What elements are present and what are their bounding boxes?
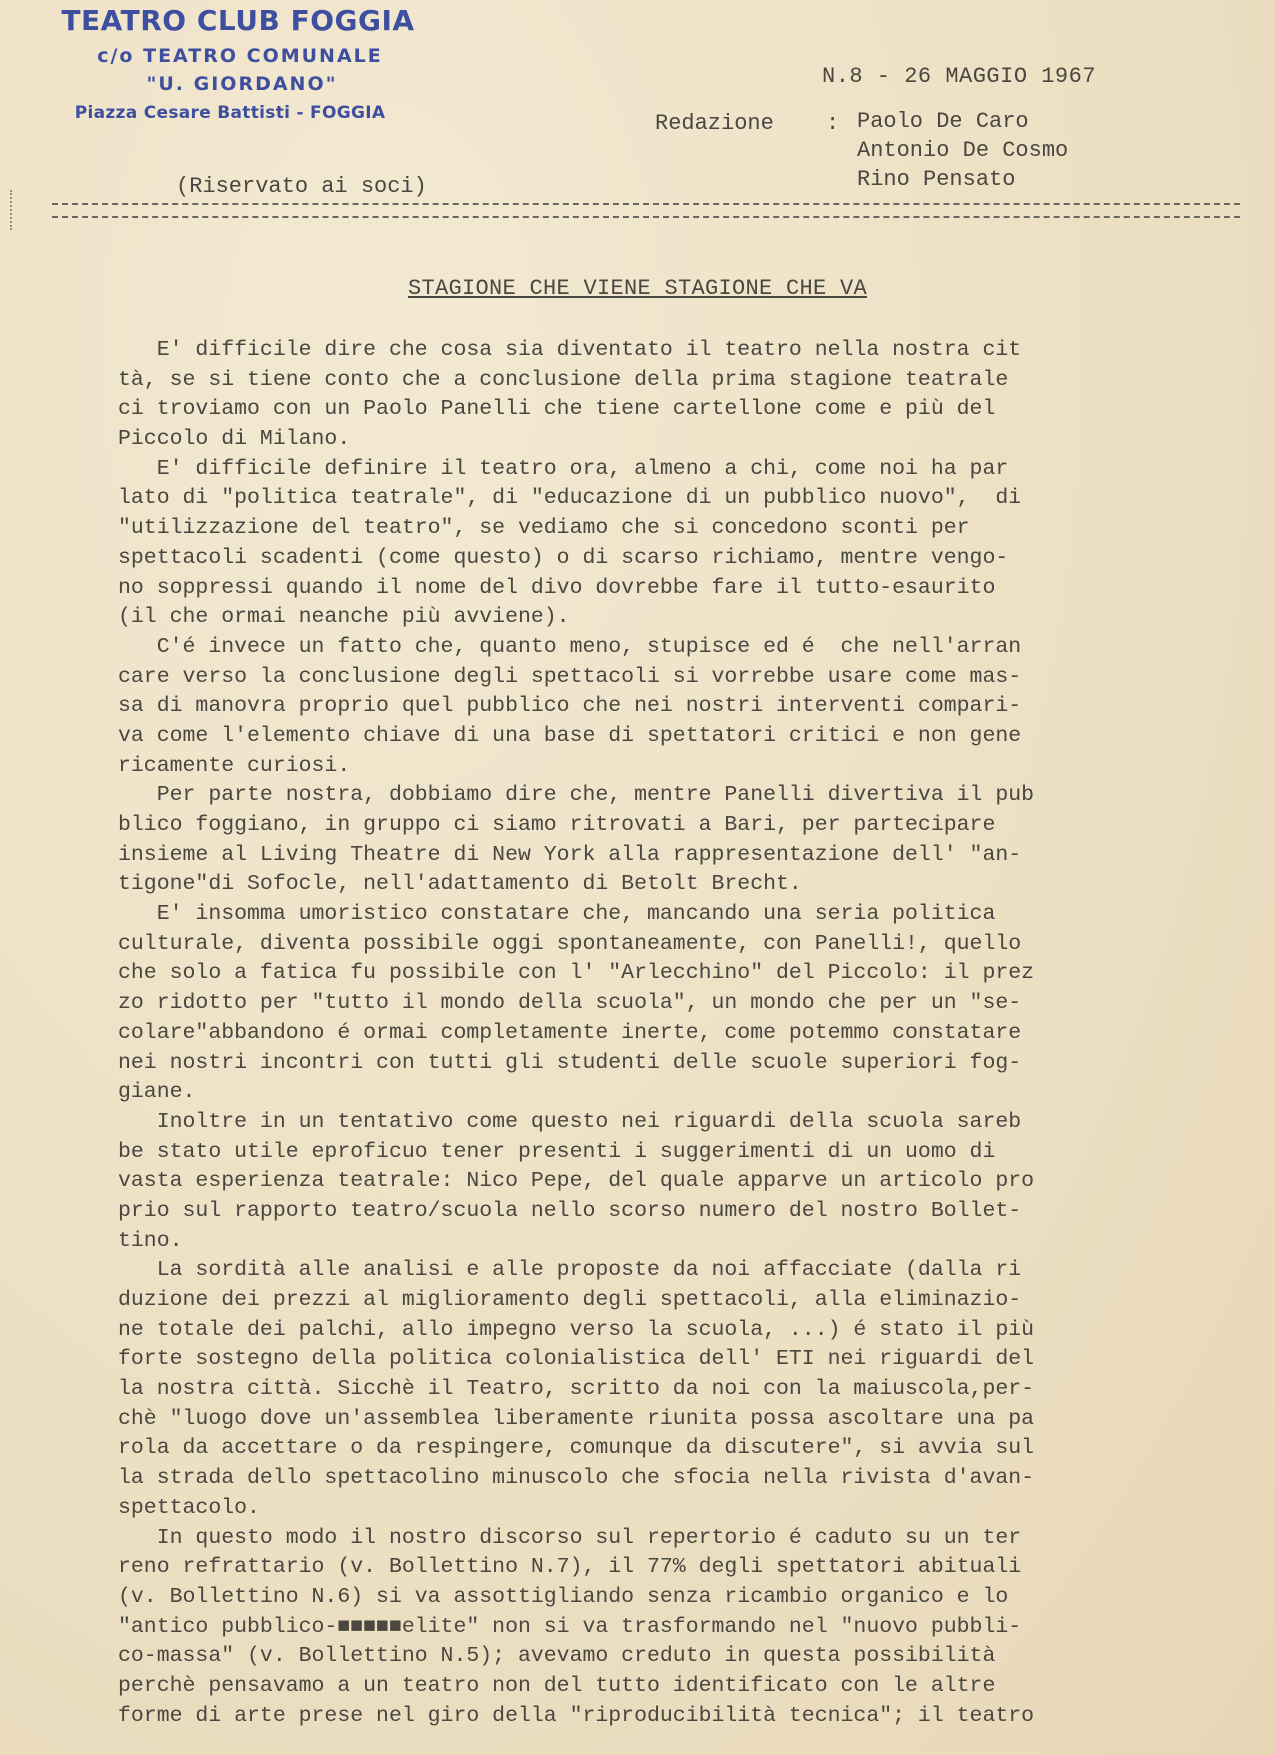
article-line: "antico pubblico-■■■■■elite" non si va trasformando nel "nuovo pubbli- <box>118 1614 1022 1639</box>
org-name: TEATRO CLUB FOGGIA <box>61 4 415 37</box>
issue-number-date: N.8 - 26 MAGGIO 1967 <box>822 64 1097 89</box>
article-line: "utilizzazione del teatro", se vediamo che si concedono sconti per <box>118 516 970 541</box>
article-line: prio sul rapporto teatro/scuola nello scorso numero del nostro Bollet- <box>118 1198 1022 1223</box>
article-line: duzione dei prezzi al miglioramento degli spettacoli, alla eliminazio- <box>118 1288 1022 1312</box>
article-line: la strada dello spettacolino minuscolo che sfocia nella rivista d'avan- <box>118 1466 1035 1491</box>
article-line: spettacolo. <box>118 1495 260 1520</box>
article-line: be stato utile eproficuo tener presenti i suggerimenti di un uomo di <box>118 1139 996 1164</box>
article-line: culturale, diventa possibile oggi spontaneamente, con Panelli!, quello <box>118 931 1022 956</box>
article-line: vasta esperienza teatrale: Nico Pepe, del quale apparve un articolo pro <box>118 1169 1035 1194</box>
article-line: Per parte nostra, dobbiamo dire che, mentre Panelli divertiva il pub <box>118 783 1035 808</box>
editors-list <box>857 107 1068 194</box>
editor-name: Paolo De Caro <box>857 109 1029 134</box>
theatre-name: "U. GIORDANO" <box>146 73 338 95</box>
article-line: sa di manovra proprio quel pubblico che nei nostri interventi compari- <box>118 694 1022 719</box>
article-line: giane. <box>118 1080 196 1105</box>
article-line: va come l'elemento chiave di una base di spettatori critici e non gene <box>118 723 1022 748</box>
article-line: E' difficile definire il teatro ora, almeno a chi, come noi ha par <box>118 456 1009 481</box>
article-line: tigone"di Sofocle, nell'adattamento di Betolt Brecht. <box>118 872 802 897</box>
article-line: C'é invece un fatto che, quanto meno, stupisce ed é che nell'arran <box>118 634 1022 659</box>
article-line: forme di arte prese nel giro della "riproducibilità tecnica"; il teatro <box>118 1703 1035 1728</box>
article-line: la nostra città. Sicchè il Teatro, scritto da noi con la maiuscola,per- <box>118 1377 1035 1402</box>
article-line: perchè pensavamo a un teatro non del tutto identificato con le altre <box>118 1673 996 1698</box>
article-line: che solo a fatica fu possibile con l' "Arlecchino" del Piccolo: il prez <box>118 961 1035 986</box>
article-line: rola da accettare o da respingere, comunque da discutere", si avvia sul <box>118 1436 1035 1461</box>
article-line: zo ridotto per "tutto il mondo della scuola", un mondo che per un "se- <box>118 991 1022 1016</box>
article-line: tino. <box>118 1228 183 1253</box>
editor-name: Antonio De Cosmo <box>857 138 1069 163</box>
article-line: insieme al Living Theatre di New York alla rappresentazione dell' "an- <box>118 842 1022 867</box>
article-line: (il che ormai neanche più avviene). <box>118 605 570 630</box>
article-line: forte sostegno della politica colonialistica dell' ETI nei riguardi del <box>118 1347 1035 1372</box>
article-line: Piccolo di Milano. <box>118 427 351 452</box>
care-of: c/o TEATRO COMUNALE <box>97 45 383 67</box>
redazione-separator: : <box>826 111 840 136</box>
redazione-label: Redazione <box>655 111 774 136</box>
article-line: La sordità alle analisi e alle proposte da noi affacciate (dalla ri <box>118 1258 1022 1283</box>
article-line: blico foggiano, in gruppo ci siamo ritrovati a Bari, per partecipare <box>118 813 996 837</box>
article-line: (v. Bollettino N.6) si va assottigliando senza ricambio organico e lo <box>118 1584 1009 1609</box>
article-line: lato di "politica teatrale", di "educazione di un pubblico nuovo", di <box>118 486 1022 511</box>
address: Piazza Cesare Battisti - FOGGIA <box>74 103 386 123</box>
editor-name: Rino Pensato <box>857 167 1016 192</box>
article-line: ricamente curiosi. <box>118 753 351 778</box>
article-line: reno refrattario (v. Bollettino N.7), il 77% degli spettatori abituali <box>118 1555 1022 1580</box>
article-line: E' insomma umoristico constatare che, mancando una seria politica <box>118 902 996 927</box>
article-line: spettacoli scadenti (come questo) o di scarso richiamo, mentre vengo- <box>118 545 1009 570</box>
margin-mark <box>10 190 15 230</box>
header-divider <box>52 203 1240 218</box>
article-line: tà, se si tiene conto che a conclusione della prima stagione teatrale <box>118 367 1009 392</box>
article-body <box>118 336 1228 1731</box>
article-line: no soppressi quando il nome del divo dovrebbe fare il tutto-esaurito <box>118 575 996 600</box>
article-line: E' difficile dire che cosa sia diventato il teatro nella nostra cit <box>118 338 1022 362</box>
article-line: co-massa" (v. Bollettino N.5); avevamo creduto in questa possibilità <box>118 1644 996 1669</box>
article-title: STAGIONE CHE VIENE STAGIONE CHE VA <box>407 276 868 301</box>
letterhead-stamp <box>61 4 450 123</box>
article-line: Inoltre in un tentativo come questo nei riguardi della scuola sareb <box>118 1109 1022 1134</box>
article-line: ci troviamo con un Paolo Panelli che tiene cartellone come e più del <box>118 397 996 422</box>
article-line: chè "luogo dove un'assemblea liberamente riunita possa ascoltare una pa <box>118 1406 1035 1431</box>
article-line: ne totale dei palchi, allo impegno verso la scuola, ...) é stato il più <box>118 1317 1035 1342</box>
reserved-note: (Riservato ai soci) <box>176 174 427 199</box>
article-line: In questo modo il nostro discorso sul repertorio é caduto su un ter <box>118 1525 1022 1550</box>
article-line: nei nostri incontri con tutti gli studenti delle scuole superiori fog- <box>118 1050 1022 1075</box>
article-line: care verso la conclusione degli spettacoli si vorrebbe usare come mas- <box>118 664 1022 689</box>
article-line: colare"abbandono é ormai completamente inerte, come potemmo constatare <box>118 1020 1022 1045</box>
